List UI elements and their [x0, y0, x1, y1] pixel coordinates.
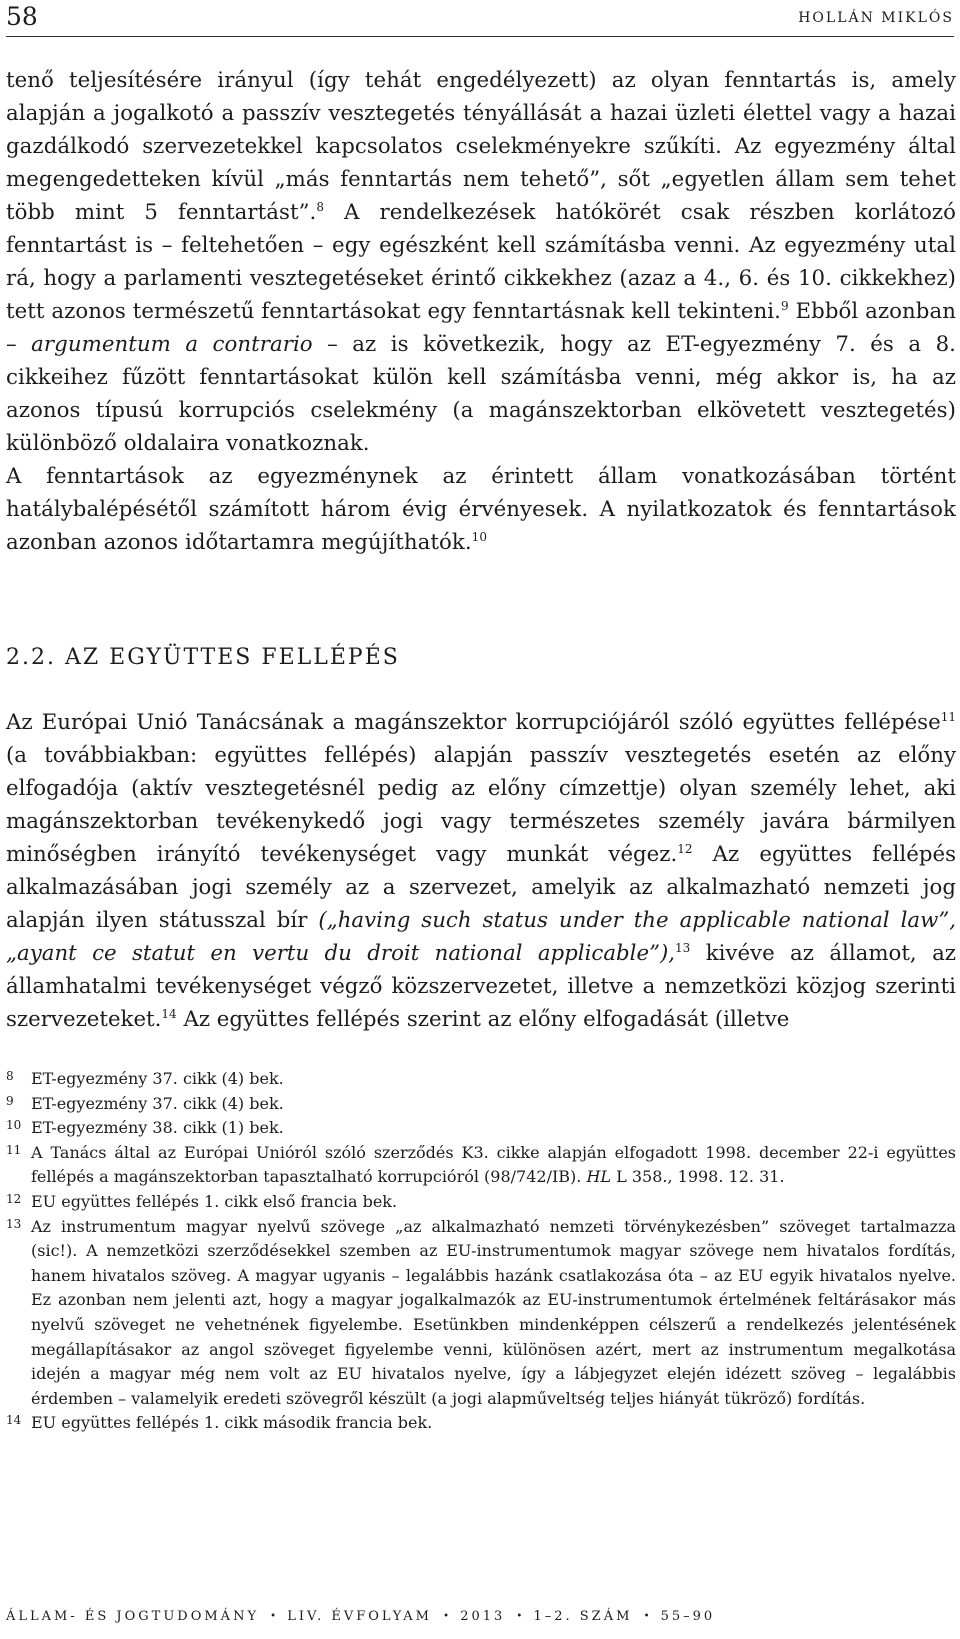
footnote-number: 10	[6, 1118, 22, 1133]
footnote-ref-10[interactable]: 10	[471, 529, 488, 544]
footnote-text: ET-egyezmény 37. cikk (4) bek.	[31, 1093, 284, 1113]
footnote-number: 11	[6, 1142, 22, 1157]
footnote-item	[6, 1215, 956, 1412]
footnote-ref-11[interactable]: 11	[940, 709, 956, 724]
p1-italic-phrase: argumentum a contrario	[31, 332, 313, 357]
footnote-ref-13[interactable]: 13	[675, 940, 691, 955]
p3-italic-quote: („having such status under the applicable national law”, „ayant ce statut en vertu du droit national applicable”),	[6, 908, 956, 966]
running-author: HOLLÁN MIKLÓS	[798, 10, 954, 26]
footer-year: 2013	[460, 1609, 506, 1624]
footnotes	[6, 1067, 956, 1436]
footnote-text: EU együttes fellépés 1. cikk második francia bek.	[31, 1413, 433, 1433]
p1-text-3: Ebből azonban –	[6, 299, 956, 357]
footnote-item	[6, 1067, 956, 1092]
footer-pages: 55–90	[660, 1609, 716, 1624]
footnote-item	[6, 1141, 956, 1190]
footnote-ref-12[interactable]: 12	[677, 841, 693, 856]
p3-text-2: (a továbbiakban: együttes fellépés) alapján passzív vesztegetés esetén az előny elfogadója (aktív vesztegetésnél pedig az előny címzettje) olyan személy lehet, aki magánszektorban tevékenykedő jogi vagy természetes személy javára bármilyen minőségben irányító tevékenységet vagy munkát végez.	[6, 743, 956, 867]
p1-text-1: tenő teljesítésére irányul (így tehát engedélyezett) az olyan fenntartás is, amely alapján a jogalkotó a passzív vesztegetés tényállását a hazai üzleti élettel vagy a hazai gazdálkodó szervezetekkel kapcsolatos cselekményekre szűkíti. Az egyezmény által megengedetteken kívül „más fenntartás nem tehető”, sőt „egyetlen állam sem tehet több mint 5 fenntartást”.	[6, 68, 956, 225]
body-paragraph-3	[6, 706, 956, 1036]
footer-journal: ÁLLAM- ÉS JOGTUDOMÁNY	[6, 1609, 260, 1624]
footnote-number: 9	[6, 1093, 14, 1108]
p3-text-1: Az Európai Unió Tanácsának a magánszektor korrupciójáról szóló együttes fellépése	[6, 710, 941, 735]
p2-text-1: A fenntartások az egyezménynek az érintett állam vonatkozásában történt hatálybalépésétől számított három évig érvényesek. A nyilatkozatok és fenntartások azonban azonos időtartamra megújíthatók.	[6, 464, 956, 555]
page-number: 58	[6, 2, 38, 31]
footer-separator: •	[643, 1611, 650, 1622]
footnote-ref-9[interactable]: 9	[780, 298, 789, 313]
footnote-number: 12	[6, 1191, 22, 1206]
page-header	[6, 0, 954, 37]
p3-text-5: Az együttes fellépés szerint az előny elfogadását (illetve	[176, 1007, 790, 1032]
footnote-text: ET-egyezmény 37. cikk (4) bek.	[31, 1069, 284, 1088]
footer-issue: 1–2. SZÁM	[533, 1609, 633, 1624]
footnote-number: 13	[6, 1216, 22, 1231]
p1-text-4: – az is következik, hogy az ET-egyezmény 7. és a 8. cikkeihez fűzött fenntartásokat külön kell számításba venni, még akkor is, ha az azonos típusú korrupciós cselekmény (a magánszektorban elkövetett vesztegetés) különböző oldalaira vonatkoznak.	[6, 332, 956, 456]
section-heading: 2.2. AZ EGYÜTTES FELLÉPÉS	[6, 645, 400, 670]
footer-separator: •	[443, 1611, 450, 1622]
footnote-item	[6, 1092, 956, 1117]
page-footer	[6, 1609, 954, 1633]
footnote-number: 14	[6, 1413, 22, 1428]
footer-separator: •	[516, 1611, 523, 1622]
footnote-text	[31, 1141, 956, 1190]
footnote-number: 8	[6, 1069, 14, 1083]
p1-text-2: A rendelkezések hatókörét csak részben korlátozó fenntartást is – feltehetően – egy egészként kell számításba venni. Az egyezmény utal rá, hogy a parlamenti vesztegetéseket érintő cikkekhez (azaz a 4., 6. és 10. cikkekhez) tett azonos természetű fenntartásokat egy fenntartásnak kell tekinteni.	[6, 200, 956, 324]
body-paragraph-1	[6, 64, 956, 559]
footer-volume: LIV. ÉVFOLYAM	[287, 1609, 432, 1624]
p3-text-4: kivéve az államot, az államhatalmi tevékenységet végző közszervezetet, illetve a nemzetközi közjog szerinti szervezeteket.	[6, 941, 956, 1032]
footnote-italic: HL	[586, 1167, 612, 1187]
p3-text-3: Az együttes fellépés alkalmazásában jogi személy az a szervezet, amelyik az alkalmazható nemzeti jog alapján ilyen státusszal bír	[6, 842, 957, 933]
footnote-text-part: A Tanács által az Európai Unióról szóló szerződés K3. cikke alapján elfogadott 1998. december 22-i együttes fellépés a magánszektorban tapasztalható korrupcióról (98/742/IB).	[31, 1142, 956, 1187]
footnote-ref-8[interactable]: 8	[316, 199, 325, 214]
footnote-ref-14[interactable]: 14	[161, 1006, 177, 1021]
footnote-item	[6, 1190, 956, 1215]
footnote-text: EU együttes fellépés 1. cikk első francia bek.	[31, 1191, 398, 1211]
footer-separator: •	[270, 1611, 277, 1622]
footnote-item	[6, 1411, 956, 1436]
footnote-text: Az instrumentum magyar nyelvű szövege „az alkalmazható nemzeti törvénykezésben” szöveget tartalmazza (sic!). A nemzetközi szerződésekkel szemben az EU-instrumentumok magyar szövege nem hivatalos fordítás, hanem hivatalos szöveg. A magyar ugyanis – legalábbis hazánk csatlakozása óta – az EU egyik hivatalos nyelve. Ez azonban nem jelenti azt, hogy a magyar jogalkalmazók az EU-instrumentumok értelmének feltárásakor más nyelvű szöveget ne vehetnének figyelembe. Esetünkben mindenképpen célszerű a rendelkezés jelentésének megállapításakor az angol szöveget figyelembe venni, különösen azért, mert az instrumentum megalkotása idején a magyar még nem volt az EU hivatalos nyelve, így a lábjegyzet elején idézett szöveg – legalábbis érdemben – valamelyik eredeti szövegről készült (a jogi alapműveltség teljes hiányát tükröző) fordítás.	[31, 1216, 956, 1408]
footnote-text: ET-egyezmény 38. cikk (1) bek.	[31, 1118, 284, 1138]
footnote-text-part: L 358., 1998. 12. 31.	[611, 1167, 785, 1187]
footnote-item	[6, 1116, 956, 1141]
